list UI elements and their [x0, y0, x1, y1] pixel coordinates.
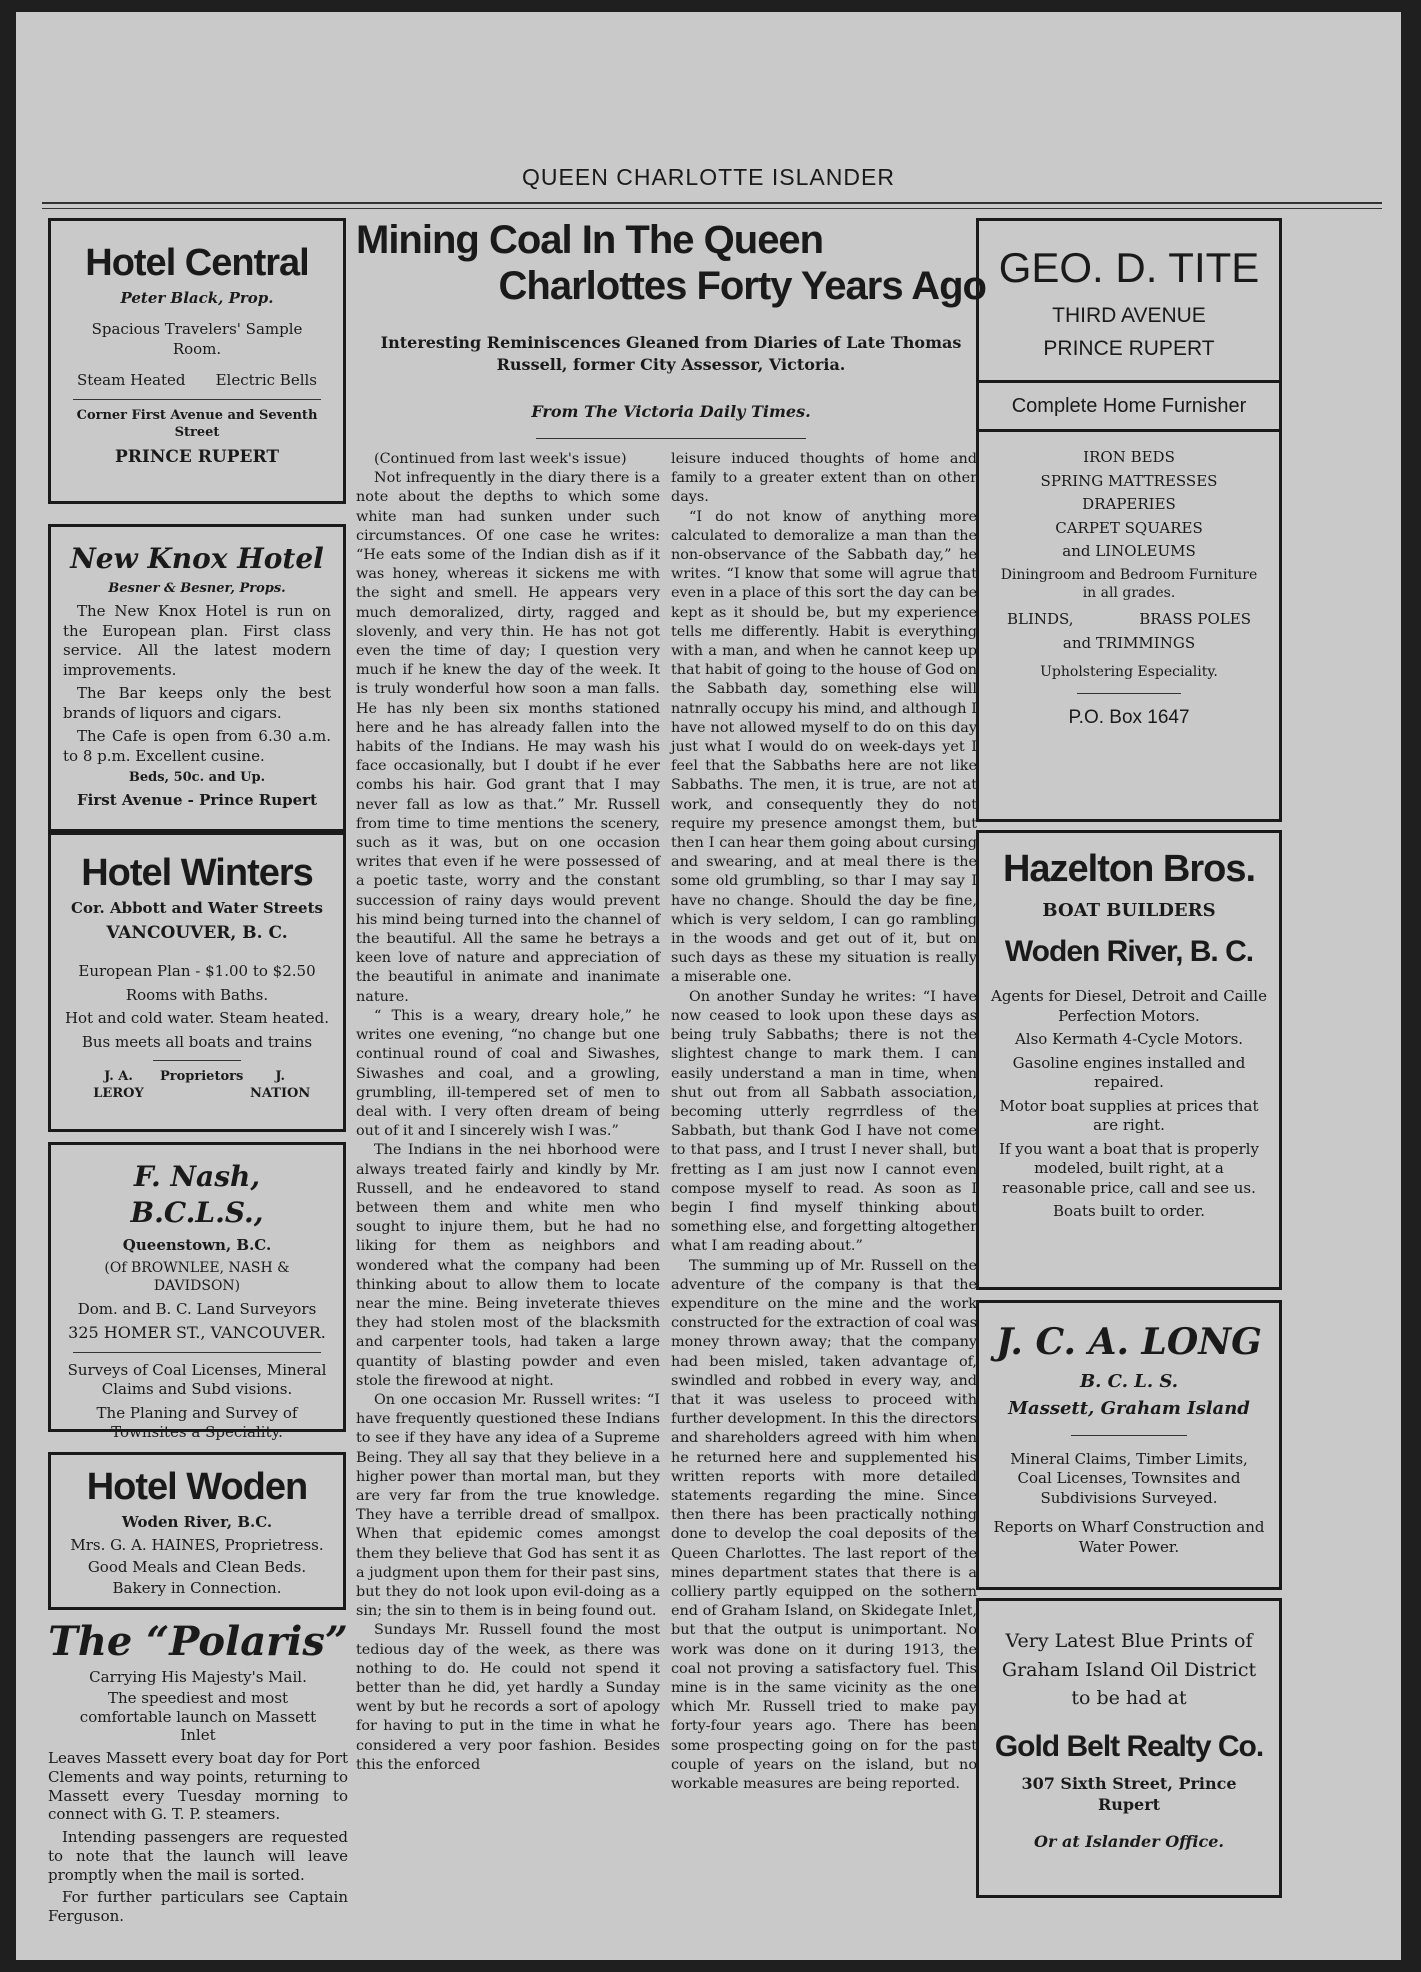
- ad-line: The speediest and most comfortable launch on Massett Inlet: [79, 1688, 317, 1745]
- ad-line: Mrs. G. A. HAINES, Proprietress.: [70, 1536, 324, 1555]
- ad-para: Intending passengers are requested to note that the launch will leave promptly when the mail is sorted.: [48, 1828, 348, 1884]
- ad-box: P.O. Box 1647: [1068, 707, 1190, 729]
- ad-line: THIRD AVENUE: [1052, 303, 1206, 327]
- divider: [979, 380, 1279, 383]
- ad-line: 325 HOMER ST., VANCOUVER.: [68, 1323, 326, 1343]
- ad-para: The New Knox Hotel is run on the European plan. First class service. All the latest modern improvements.: [63, 602, 331, 679]
- ad-item: BLINDS,: [1007, 610, 1074, 629]
- ad-line: Rooms with Baths.: [125, 985, 269, 1004]
- newspaper-page: [16, 12, 1401, 1960]
- ad-hotel-woden: [48, 1452, 346, 1610]
- article-paragraph: Not infrequently in the diary there is a note about the depths to which some white man had sunken under such circumstances. Of one case he writes: “He eats some of the Indian dish as if it was honey, whereas it sickens me with the sight and smell. He appears very much demoralized, dirty, ragged and slovenly, and very thin. He has not got even the time of day; I question very much if he knew the day of the week. It is truly wonderful how soon a man falls. He has nly been six months stationed here and he has already fallen into the habits of the Indians. He may wash his face occasionally, but I doubt if he ever combs his hair. God grant that I may never fall as low as that.” Mr. Russell from time to time mentions the scenery, such as it was, but on one occasion writes that even if he were possessed of a poetic taste, worry and the constant succession of rainy days would prevent his mind being turned into the channel of the beautiful. All the same he betrays a keen love of nature and appreciation of the beautiful in animate and inanimate nature.: [356, 470, 660, 1005]
- article-paragraph: (Continued from last week's issue): [374, 451, 627, 467]
- ad-line: Dom. and B. C. Land Surveyors: [77, 1299, 317, 1318]
- article-paragraph: leisure induced thoughts of home and family to a greater extent than on other days.: [671, 451, 977, 506]
- ad-f-nash: [48, 1142, 346, 1442]
- ad-line: Spacious Travelers' Sample Room.: [91, 320, 303, 358]
- ad-line: Massett, Graham Island: [1008, 1398, 1250, 1420]
- ad-line: Bakery in Connection.: [112, 1579, 282, 1598]
- ad-line: Woden River, B. C.: [1004, 935, 1254, 969]
- ad-para: For further particulars see Captain Ferguson.: [48, 1888, 348, 1925]
- ad-cor: Cor. Abbott and Water Streets: [71, 898, 323, 917]
- source-rule: [536, 438, 806, 439]
- ad-hotel-central: [48, 218, 346, 504]
- ad-item: Upholstering Especiality.: [1040, 664, 1218, 681]
- ad-leroy: J. A. LEROY: [93, 1069, 144, 1102]
- ad-item: BRASS POLES: [1139, 610, 1251, 629]
- article-source: From The Victoria Daily Times.: [531, 402, 811, 421]
- ad-j-c-a-long: [976, 1300, 1282, 1590]
- divider: [1077, 693, 1181, 694]
- ad-title: F. Nash, B.C.L.S.,: [130, 1160, 264, 1230]
- ad-line: The Planing and Survey of Townsites a Speciality.: [96, 1403, 298, 1442]
- ad-steam: Steam Heated: [77, 371, 186, 390]
- article-column-1: [356, 450, 660, 1775]
- ad-line: Carrying His Majesty's Mail.: [89, 1668, 307, 1686]
- ad-item: DRAPERIES: [1082, 495, 1176, 514]
- article-subhead: Interesting Reminiscences Gleaned from Diaries of Late Thomas Russell, former City Assessor, Victoria.: [380, 333, 962, 374]
- ad-title: Hotel Woden: [86, 1466, 308, 1508]
- ad-beds: Beds, 50c. and Up.: [128, 770, 266, 786]
- ad-proprietors: Proprietors: [160, 1069, 244, 1085]
- ad-para: Reports on Wharf Construction and Water Power.: [993, 1518, 1265, 1556]
- article-paragraph: Sundays Mr. Russell found the most tedious day of the week, as there was nothing to do. He could not spend it better than he did, yet hardly a Sunday went by but he records a sort of apology for having to put in the time in what he considered a very poor fashion. Besides this the enforced: [356, 1622, 660, 1773]
- ad-line: Good Meals and Clean Beds.: [87, 1557, 307, 1576]
- divider: [979, 429, 1279, 432]
- article-paragraph: On another Sunday he writes: “I have now ceased to look upon these days as being truly Sabbaths; there is not the slightest change to mark them. I can easily understand a man in time, when shut out from all Sabbath association, becoming utterly regrrdless of the Sabbath, but thank God I have not come to that pass, and I trust I never shall, but fretting as I am just now I cannot even compose myself to read. As soon as I begin I find myself thinking about something else, and forgetting altogether what I am reading about.”: [671, 988, 977, 1255]
- ad-line: B. C. L. S.: [1079, 1370, 1179, 1392]
- ad-line: (Of BROWNLEE, NASH & DAVIDSON): [104, 1260, 290, 1295]
- article-paragraph: The summing up of Mr. Russell on the adventure of the company is that the expenditure on the mine and the work constructed for the extraction of coal was money thrown away; that the company had been misled, taken advantage of, swindled and robbed in every way, and that it was useless to proceed with further development. In this the directors and shareholders agreed with him when he returned here and supplemented his written reports with more detailed statements regarding the mine. Since then there has been practically nothing done to develop the coal deposits of the Queen Charlottes. The last report of the mines department states that there is a colliery partly equipped on the sothern end of Graham Island, on Skidegate Inlet, but that the output is unimportant. No work was done on it during 1913, the coal not proving a satisfactory fuel. This mine is in the same vicinity as the one which Mr. Russell tried to make pay forty-four years ago. There has been some prospecting going on for the past couple of years on the island, but no workable measures are being reported.: [671, 1257, 977, 1793]
- ad-item: and LINOLEUMS: [1062, 542, 1196, 561]
- ad-office: Or at Islander Office.: [1034, 1831, 1224, 1851]
- ad-para: The Cafe is open from 6.30 a.m. to 8 p.m. Excellent cusine.: [63, 727, 331, 765]
- ad-nation: J. NATION: [250, 1069, 311, 1102]
- divider: [73, 399, 321, 400]
- ad-line: BOAT BUILDERS: [1042, 899, 1216, 921]
- masthead: QUEEN CHARLOTTE ISLANDER: [522, 164, 895, 190]
- divider: [73, 1352, 321, 1353]
- ad-addr: Prince Rupert: [199, 791, 317, 810]
- ad-tagline: Complete Home Furnisher: [1011, 395, 1247, 418]
- ad-item: IRON BEDS: [1083, 448, 1175, 467]
- ad-line: Hot and cold water. Steam heated.: [64, 1009, 330, 1028]
- article-column-2: [671, 450, 977, 1794]
- ad-town: Woden River, B.C.: [121, 1512, 273, 1531]
- ad-line: Surveys of Coal Licenses, Mineral Claims and Subd visions.: [67, 1360, 327, 1399]
- masthead-rule: [42, 202, 1382, 209]
- ad-hotel-winters: [48, 832, 346, 1132]
- ad-line: European Plan - $1.00 to $2.50: [78, 962, 316, 981]
- ad-para: Boats built to order.: [1053, 1202, 1205, 1221]
- ad-hazelton-bros: [976, 830, 1282, 1290]
- divider: [153, 1060, 241, 1061]
- ad-corner: Corner First Avenue and Seventh Street: [76, 407, 318, 440]
- ad-para: Mineral Claims, Timber Limits, Coal Licenses, Townsites and Subdivisions Surveyed.: [1010, 1449, 1248, 1507]
- ad-city: PRINCE RUPERT: [115, 446, 279, 467]
- ad-props: Besner & Besner, Props.: [108, 581, 286, 597]
- article-paragraph: “ This is a weary, dreary hole,” he writes one evening, “no change but one continual round of coal and Siwashes, Siwashes and coal, and a growling, grumbling, ill-tempered set of men to deal with. I very often dream of being out of it and I sincerely wish I was.”: [356, 1007, 660, 1140]
- ad-title: Hazelton Bros.: [1002, 848, 1256, 890]
- ad-para: Motor boat supplies at prices that are right.: [999, 1096, 1259, 1135]
- ad-city: VANCOUVER, B. C.: [106, 923, 288, 944]
- ad-item: SPRING MATTRESSES: [1040, 471, 1218, 490]
- ad-addr: 307 Sixth Street, Prince Rupert: [1021, 1774, 1237, 1814]
- ad-para: Agents for Diesel, Detroit and Caille Perfection Motors.: [991, 987, 1267, 1025]
- ad-dash: -: [187, 791, 194, 810]
- ad-line: Graham Island Oil District: [1001, 1658, 1257, 1681]
- ad-para: Leaves Massett every boat day for Port Clements and way points, returning to Massett every Tuesday morning to connect with G. T. P. steamers.: [48, 1749, 348, 1824]
- ad-prop: Peter Black, Prop.: [120, 288, 274, 307]
- ad-addr: First Avenue: [77, 791, 183, 810]
- ad-title: The “Polaris”: [48, 1618, 348, 1665]
- ad-para: Gasoline engines installed and repaired.: [1012, 1053, 1246, 1092]
- ad-line: Very Latest Blue Prints of: [1005, 1630, 1253, 1652]
- ad-bells: Electric Bells: [215, 371, 317, 390]
- ad-item: CARPET SQUARES: [1055, 518, 1203, 537]
- ad-title: J. C. A. LONG: [996, 1321, 1262, 1363]
- article-paragraph: The Indians in the nei hborhood were always treated fairly and kindly by Mr. Russell, and he endeavored to stand between them and white men who sought to injure them, but he had no liking for them as neighbors and wondered what the company had been thinking about to allow them to locate near the mine. Being inveterate thieves they had stolen most of the blacksmith and carpenter tools, had taken a large quantity of blasting powder and even stole the firewood at night.: [356, 1142, 660, 1389]
- ad-line: PRINCE RUPERT: [1043, 336, 1215, 360]
- headline-line-1: Mining Coal In The Queen: [356, 218, 824, 262]
- ad-para: If you want a boat that is properly modeled, built right, at a reasonable price, call and see us.: [999, 1139, 1259, 1197]
- ad-title: Gold Belt Realty Co.: [994, 1730, 1264, 1764]
- ad-town: Queenstown, B.C.: [122, 1235, 272, 1254]
- ad-item: and TRIMMINGS: [1062, 633, 1196, 652]
- ad-new-knox-hotel: [48, 524, 346, 832]
- divider: [1071, 1435, 1187, 1436]
- article-headline: [356, 217, 986, 309]
- ad-title: GEO. D. TITE: [998, 244, 1260, 291]
- article-paragraph: On one occasion Mr. Russell writes: “I have frequently questioned these Indians to see if they have any idea of a Supreme Being. They all say that they believe in a higher power than mortal man, but they are very far from the true knowledge. They have a terrible dread of smallpox. When that epidemic comes amongst them they believe that God has sent it as a judgment upon them for their past sins, but they do not look upon evil-doing as a sin; the sin to them is in being found out.: [356, 1391, 660, 1620]
- headline-line-2: Charlottes Forty Years Ago: [498, 264, 986, 308]
- article-paragraph: “I do not know of anything more calculated to demoralize a man than the non-observance of the Sabbath day,” he writes. “I know that some will agrue that even in a place of this sort the day can be kept as it should be, but my experience tells me differently. Habit is everything with a man, and when he cannot keep up that habit of going to the house of God on the Sabbath day, something else will natnrally occupy his mind, and although I have not allowed myself to do on this day just what I would do on week-days yet I feel that the Sabbaths here are not like Sabbaths. The men, it is true, are not at work, and consequently they do not require my presence amongst them, but then I can hear them going about cursing and swearing, and at meal there is the some old grumbling, so thar I may say I have no change. Should the day be fine, which is very seldom, I can go rambling in the woods and get out of it, but on such days as these my situation is really a miserable one.: [671, 508, 977, 986]
- ad-line: Bus meets all boats and trains: [81, 1032, 313, 1051]
- ad-line: to be had at: [1071, 1687, 1187, 1710]
- ad-item: Diningroom and Bedroom Furniture in all grades.: [1000, 566, 1258, 601]
- ad-para: Also Kermath 4-Cycle Motors.: [1014, 1030, 1244, 1049]
- ad-para: The Bar keeps only the best brands of liquors and cigars.: [63, 684, 331, 722]
- ad-polaris: [48, 1618, 348, 1930]
- ad-gold-belt-realty: [976, 1598, 1282, 1898]
- ad-title: Hotel Winters: [81, 852, 313, 894]
- ad-geo-d-tite: [976, 218, 1282, 822]
- ad-title: Hotel Central: [85, 242, 309, 284]
- ad-title: New Knox Hotel: [70, 542, 324, 575]
